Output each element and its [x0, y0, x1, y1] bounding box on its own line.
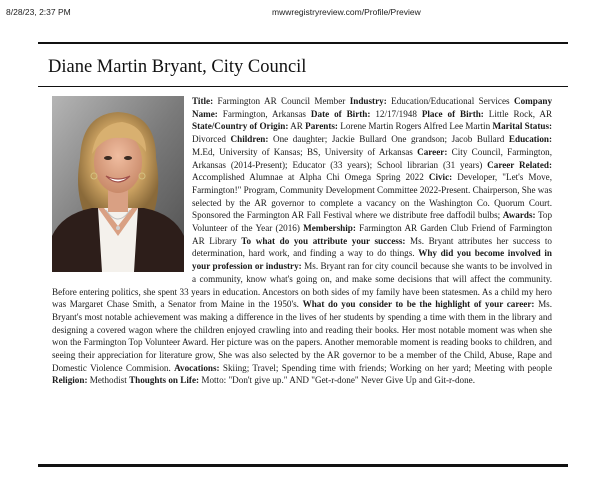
field-value: Skiing; Travel; Spending time with friends; Working on her yard; Meeting with people	[222, 362, 552, 373]
field-value: Motto: "Don't give up." AND "Get-r-done" Never Give Up and Git-r-done.	[201, 375, 475, 386]
field-value: Little Rock, AR	[488, 108, 553, 119]
profile-bio	[52, 95, 552, 387]
photo-spacer	[52, 95, 192, 274]
field-label: Children:	[230, 134, 269, 145]
field-label: Avocations:	[174, 362, 220, 373]
field-label: Date of Birth:	[310, 108, 371, 119]
field-value: One daughter; Jackie Bullard One grandson; Jacob Bullard	[273, 134, 505, 145]
field-label: Company Name:	[192, 96, 553, 119]
bottom-rule	[38, 464, 568, 467]
field-value: Developer, "Let's Move, Farmington!" Program, Community Development Committee 2022-Present. Chairperson, She was selected by the AR governor to complete a vacancy on the Washington Co. Quorum Court. Sponsored the Farmington AR Fall Festival where we distribute free daffodil bulbs;	[192, 172, 553, 221]
print-header	[0, 4, 600, 20]
field-label: Membership:	[303, 223, 356, 234]
field-label: Thoughts on Life:	[129, 375, 200, 386]
field-value: 12/17/1948	[375, 108, 417, 119]
field-label: Title:	[192, 96, 214, 106]
field-value: Ms. Bryant ran for city council because she wants to be involved in a community, know what's going on, and make some decisions that will affect the community. Before entering politics, she spent 33 years in education. Ancestors on both sides of my family have been statesmen. As a child my hero was Margaret Chase Smith, a Senator from Maine in the 1950's.	[52, 261, 553, 310]
field-label: Civic:	[428, 172, 453, 183]
field-label: Awards:	[502, 210, 536, 221]
print-url: mwwregistryreview.com/Profile/Preview	[272, 7, 421, 17]
field-label: Place of Birth:	[421, 108, 484, 119]
field-label: Religion:	[52, 375, 88, 386]
field-label: State/Country of Origin:	[192, 121, 289, 132]
field-value: M.Ed, University of Kansas; BS, University of Arkansas	[192, 146, 413, 157]
field-value: City Council, Farmington, Arkansas (2014-Present); Educator (33 years); School librarian (31 years)	[192, 146, 553, 170]
field-value: Farmington AR Council Member	[217, 96, 346, 106]
field-label: To what do you attribute your success:	[241, 235, 406, 246]
profile-name: Diane Martin Bryant, City Council	[48, 57, 307, 77]
field-value: Education/Educational Services	[391, 96, 510, 106]
field-label: What do you consider to be the highlight of your career:	[302, 299, 535, 310]
print-datetime: 8/28/23, 2:37 PM	[6, 7, 71, 17]
field-label: Parents:	[305, 121, 338, 132]
field-value: Farmington AR Garden Club Friend of Farmington AR Library	[192, 223, 553, 246]
field-label: Career Related:	[487, 159, 553, 170]
field-value: AR	[290, 121, 303, 132]
top-rule	[38, 42, 568, 44]
title-rule	[38, 86, 568, 87]
field-value: Farmington, Arkansas	[222, 108, 306, 119]
field-value: Methodist	[89, 375, 127, 386]
field-value: Ms. Bryant attributes her success to determination, hard work, and finding a way to do things.	[192, 235, 552, 259]
field-value: Ms. Bryant's most notable achievement was making a difference in the lives of her students by spending a time with them in the library and designing a covered wagon where the children enjoyed crawling into and reading their books. Her most notable moment was when she won the Farmington Top Volunteer Award. Her picture was on the papers. Another memorable moment is reading books to children, and seeing their appreciation for literature grow, She was also selected by the AR governor to be a member of the Child, Abuse, Rape and Domestic Violence Commision.	[52, 299, 553, 373]
field-value: Divorced	[192, 134, 226, 145]
field-value: Lorene Martin Rogers Alfred Lee Martin	[340, 121, 491, 132]
field-label: Education:	[508, 134, 553, 145]
field-value: Accomplished Alumnae at Alpha Chi Omega Spring 2022	[192, 172, 424, 183]
field-label: Marital Status:	[492, 121, 553, 132]
field-label: Career:	[417, 146, 448, 157]
field-label: Why did you become involved in your profession or industry:	[192, 248, 553, 272]
field-label: Industry:	[349, 96, 387, 106]
field-value: Top Volunteer of the Year (2016)	[192, 210, 553, 234]
